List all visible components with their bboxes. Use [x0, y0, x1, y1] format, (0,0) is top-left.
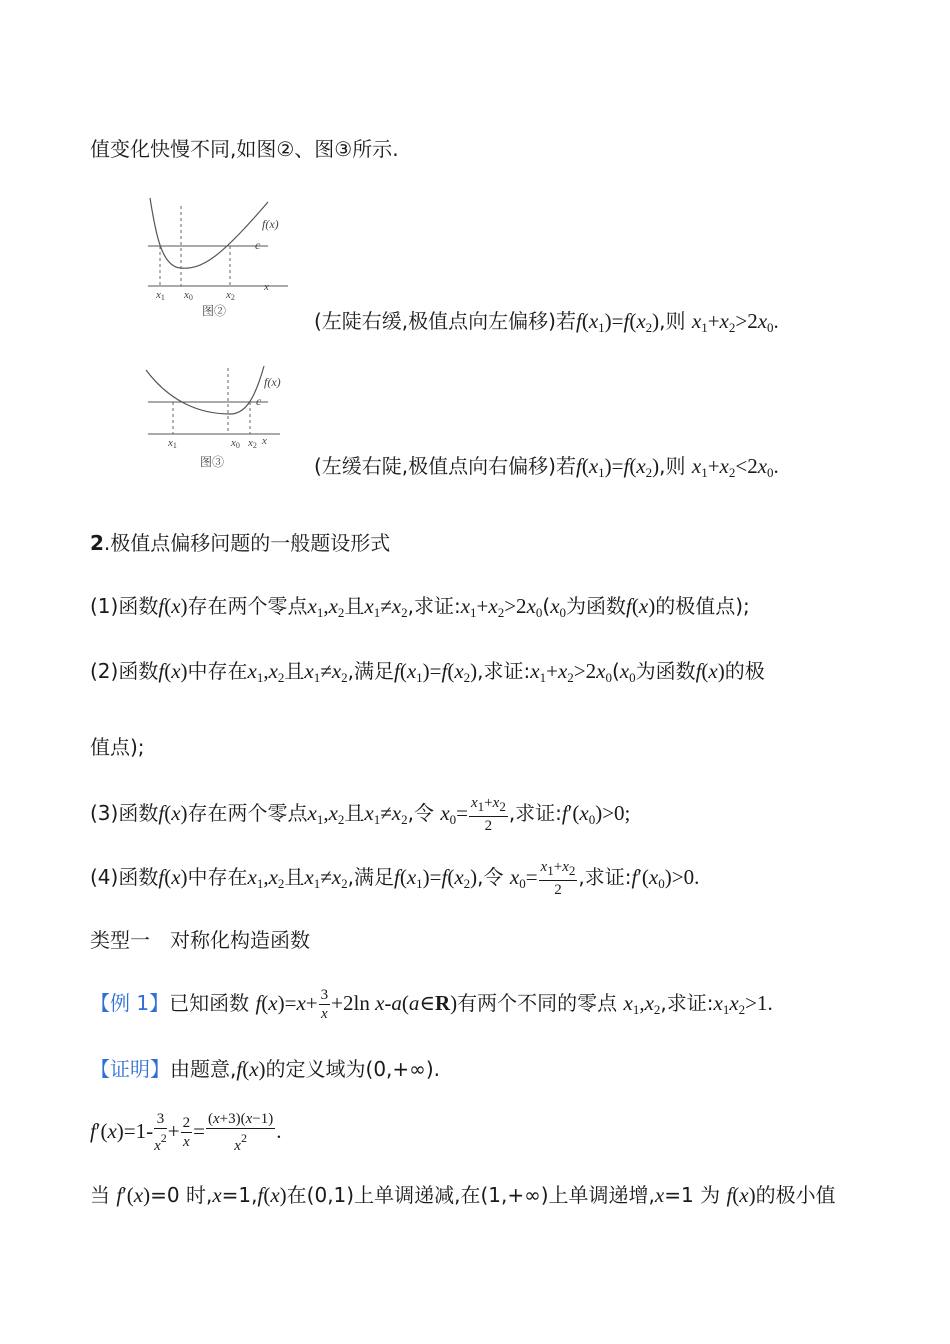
section2-heading: 2.极值点偏移问题的一般题设形式	[90, 531, 391, 555]
item-2-continued: 值点);	[90, 735, 145, 759]
fig3-fx-label: f(x)	[264, 375, 281, 389]
proof-tag: 【证明】	[90, 1057, 170, 1081]
item-4: (4)函数f(x)中存在$x_1,x_2$且$x_1\ne x_2$,满足$f(x_1)=f(x_2)$,令 $x_0=$ $\frac{x1+x2}{2}$ ,求证$:f'(x_0)>0$.	[90, 859, 700, 898]
item-3: (3)函数f(x)存在两个零点$x_1,x_2$且$x_1\ne x_2$,令 $x_0=$ $\frac{x1+x2}{2}$ ,求证$:f'(x_0)>0$;	[90, 795, 631, 834]
item-1: (1)函数f(x)存在两个零点$x_1,x_2$且$x_1\ne x_2$,求证$:x_1+x_2>2x_0(x_0$为函数f(x)的极值点);	[90, 594, 750, 620]
fraction-3-over-x2: $\frac{3}{x^2}$	[154, 1111, 167, 1154]
fig2-x-label: x	[264, 281, 269, 293]
type1-heading: 类型一 对称化构造函数	[90, 928, 310, 952]
fig3-caption: 图③	[200, 455, 225, 469]
fraction-3-over-x: $\frac{3}{x}$	[320, 987, 329, 1022]
fig2-curve	[150, 198, 268, 268]
fig3-x0-label: x0	[231, 437, 240, 450]
monotonic-line: 当 f′(x)=0 时,x=1,f(x)在(0,1)上单调递减,在(1,+∞)上单调递增,x=1 为 f(x)的极小值	[90, 1183, 836, 1207]
item-2: (2)函数f(x)中存在$x_1,x_2$且$x_1\ne x_2$,满足$f(x_1)=f(x_2)$,求证$:x_1+x_2>2x_0(x_0$为函数f(x)的极	[90, 659, 765, 685]
figure-3	[140, 362, 300, 474]
figure2-description: (左陡右缓,极值点向左偏移)若$f(x_1)=f(x_2)$,则 $x_1+x_2>2x_0$.	[314, 309, 779, 335]
fig3-curve	[146, 366, 264, 414]
figure3-description: (左缓右陡,极值点向右偏移)若$f(x_1)=f(x_2)$,则 $x_1+x_2<2x_0$.	[314, 454, 779, 480]
fraction-derivative: $\frac{(x+3)(x-1)}{x^2}$	[207, 1111, 274, 1154]
fraction-mid: $\frac{x1+x2}{2}$	[471, 795, 506, 834]
fig3-x1-label: x1	[168, 437, 177, 450]
derivative-formula: f′(x)=1- $\frac{3}{x^2}$ + $\frac{2}{x}$ = $\frac{(x+3)(x-1)}{x^2}$ .	[90, 1111, 282, 1154]
fraction-2-over-x: $\frac{2}{x}$	[182, 1115, 191, 1150]
example-tag: 【例 1】	[90, 991, 170, 1015]
fig3-c-label: c	[256, 394, 262, 408]
fraction-mid: $\frac{x1+x2}{2}$	[540, 859, 576, 898]
fig2-x2-label: x2	[226, 289, 235, 302]
proof-line: 【证明】由题意,f(x)的定义域为(0,+∞).	[90, 1057, 440, 1081]
example-1: 【例 1】已知函数 f(x)=x+ $\frac{3}{x}$ +2ln x-a(a∈R)有两个不同的零点 $x_1,x_2$,求证$:x_1x_2>1$.	[90, 987, 773, 1022]
fig3-x-label: x	[262, 435, 267, 447]
figure-2	[140, 196, 300, 324]
fig2-fx-label: f(x)	[262, 217, 279, 231]
fig2-x0-label: x0	[184, 289, 193, 302]
fig2-x1-label: x1	[156, 289, 165, 302]
fig3-x2-label: x2	[248, 437, 257, 450]
intro-text: 值变化快慢不同,如图②、图③所示.	[90, 137, 399, 161]
fig2-c-label: c	[255, 238, 261, 252]
fig2-caption: 图②	[202, 304, 227, 318]
